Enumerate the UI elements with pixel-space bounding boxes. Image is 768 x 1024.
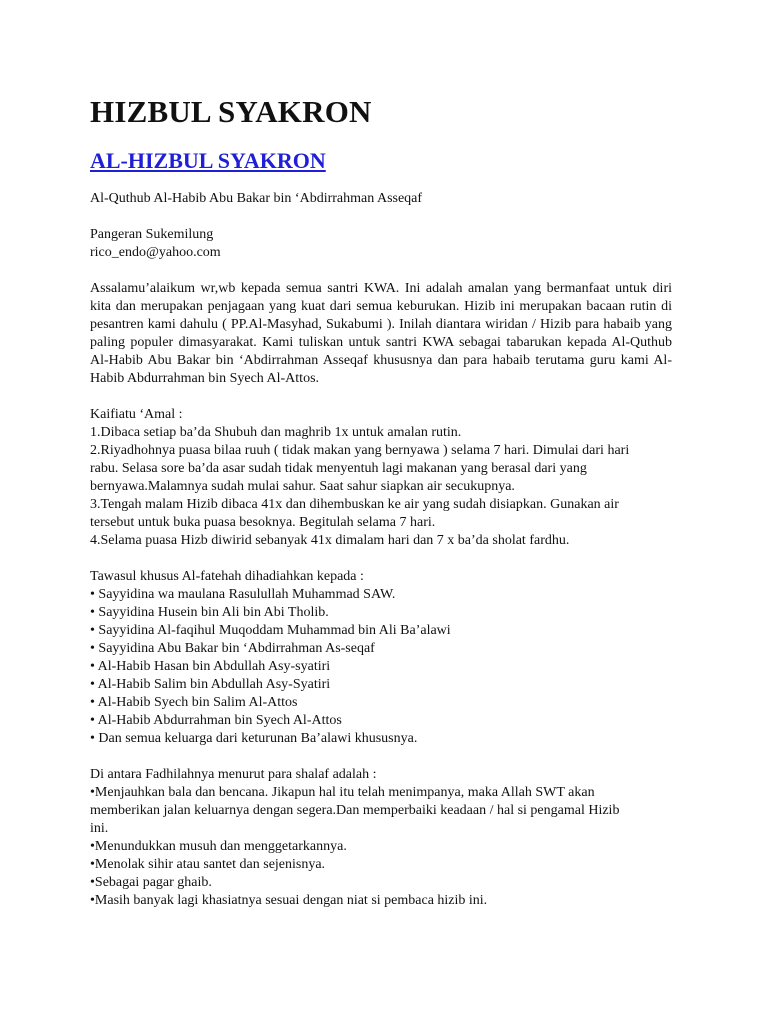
contributor-email: rico_endo@yahoo.com (90, 245, 221, 260)
kaifiatu-line: 2.Riyadhohnya puasa bilaa ruuh ( tidak makan yang bernyawa ) selama 7 hari. Dimulai dari hari (90, 443, 630, 458)
fadhilah-line: ini. (90, 821, 109, 836)
fadhilah-line: •Menolak sihir atau santet dan sejenisnya. (90, 857, 326, 872)
author-line: Al-Quthub Al-Habib Abu Bakar bin ‘Abdirrahman Asseqaf (90, 191, 423, 206)
fadhilah-line: memberikan jalan keluarnya dengan segera.Dan memperbaiki keadaan / hal si pengamal Hizib (90, 803, 620, 818)
tawasul-list-item: • Al-Habib Syech bin Salim Al-Attos (90, 695, 298, 710)
fadhilah-section (90, 766, 672, 910)
fadhilah-line: •Sebagai pagar ghaib. (90, 875, 212, 890)
tawasul-list-item: • Al-Habib Abdurrahman bin Syech Al-Attos (90, 713, 342, 728)
tawasul-list-item: • Dan semua keluarga dari keturunan Ba’alawi khususnya. (90, 731, 418, 746)
fadhilah-line: •Menundukkan musuh dan menggetarkannya. (90, 839, 347, 854)
title-link[interactable]: AL-HIZBUL SYAKRON (90, 148, 326, 173)
document-page (90, 92, 672, 910)
kaifiatu-line: bernyawa.Malamnya sudah mulai sahur. Saat sahur siapkan air secukupnya. (90, 479, 515, 494)
tawasul-section (90, 568, 672, 748)
kaifiatu-line: tersebut untuk buka puasa besoknya. Begitulah selama 7 hari. (90, 515, 436, 530)
fadhilah-heading: Di antara Fadhilahnya menurut para shalaf adalah : (90, 767, 377, 782)
tawasul-list-item: • Sayyidina Abu Bakar bin ‘Abdirrahman As-seqaf (90, 641, 375, 656)
tawasul-list-item: • Sayyidina wa maulana Rasulullah Muhammad SAW. (90, 587, 396, 602)
kaifiatu-line: rabu. Selasa sore ba’da asar sudah tidak menyentuh lagi makanan yang berasal dari yang (90, 461, 587, 476)
kaifiatu-line: 4.Selama puasa Hizb diwirid sebanyak 41x dimalam hari dan 7 x ba’da sholat fardhu. (90, 533, 570, 548)
fadhilah-line: •Masih banyak lagi khasiatnya sesuai dengan niat si pembaca hizib ini. (90, 893, 488, 908)
kaifiatu-heading: Kaifiatu ‘Amal : (90, 407, 183, 422)
tawasul-list-item: • Sayyidina Husein bin Ali bin Abi Tholib. (90, 605, 329, 620)
kaifiatu-section (90, 406, 672, 550)
tawasul-list-item: • Al-Habib Salim bin Abdullah Asy-Syatiri (90, 677, 331, 692)
contributor-name: Pangeran Sukemilung (90, 227, 214, 242)
intro-paragraph: Assalamu’alaikum wr,wb kepada semua santri KWA. Ini adalah amalan yang bermanfaat untuk diri kita dan merupakan penjagaan yang kuat dari semua keburukan. Hizib ini merupakan bacaan rutin di pesantren kami dahulu ( PP.Al-Masyhad, Sukabumi ). Inilah diantara wiridan / Hizib para habaib yang paling populer dimasyarakat. Kami tuliskan untuk santri KWA sebagai tabarukan kepada Al-Quthub Al-Habib Abu Bakar bin ‘Abdirrahman Asseqaf khususnya dan para habaib terutama guru kami Al-Habib Abdurrahman bin Syech Al-Attos. (90, 281, 672, 386)
fadhilah-line: •Menjauhkan bala dan bencana. Jikapun hal itu telah menimpanya, maka Allah SWT akan (90, 785, 595, 800)
tawasul-heading: Tawasul khusus Al-fatehah dihadiahkan kepada : (90, 569, 364, 584)
kaifiatu-line: 3.Tengah malam Hizib dibaca 41x dan dihembuskan ke air yang sudah disiapkan. Gunakan air (90, 497, 619, 512)
page-title: HIZBUL SYAKRON (90, 94, 372, 129)
tawasul-list-item: • Al-Habib Hasan bin Abdullah Asy-syatiri (90, 659, 331, 674)
link-title (90, 146, 672, 176)
kaifiatu-line: 1.Dibaca setiap ba’da Shubuh dan maghrib 1x untuk amalan rutin. (90, 425, 462, 440)
tawasul-list-item: • Sayyidina Al-faqihul Muqoddam Muhammad bin Ali Ba’alawi (90, 623, 451, 638)
